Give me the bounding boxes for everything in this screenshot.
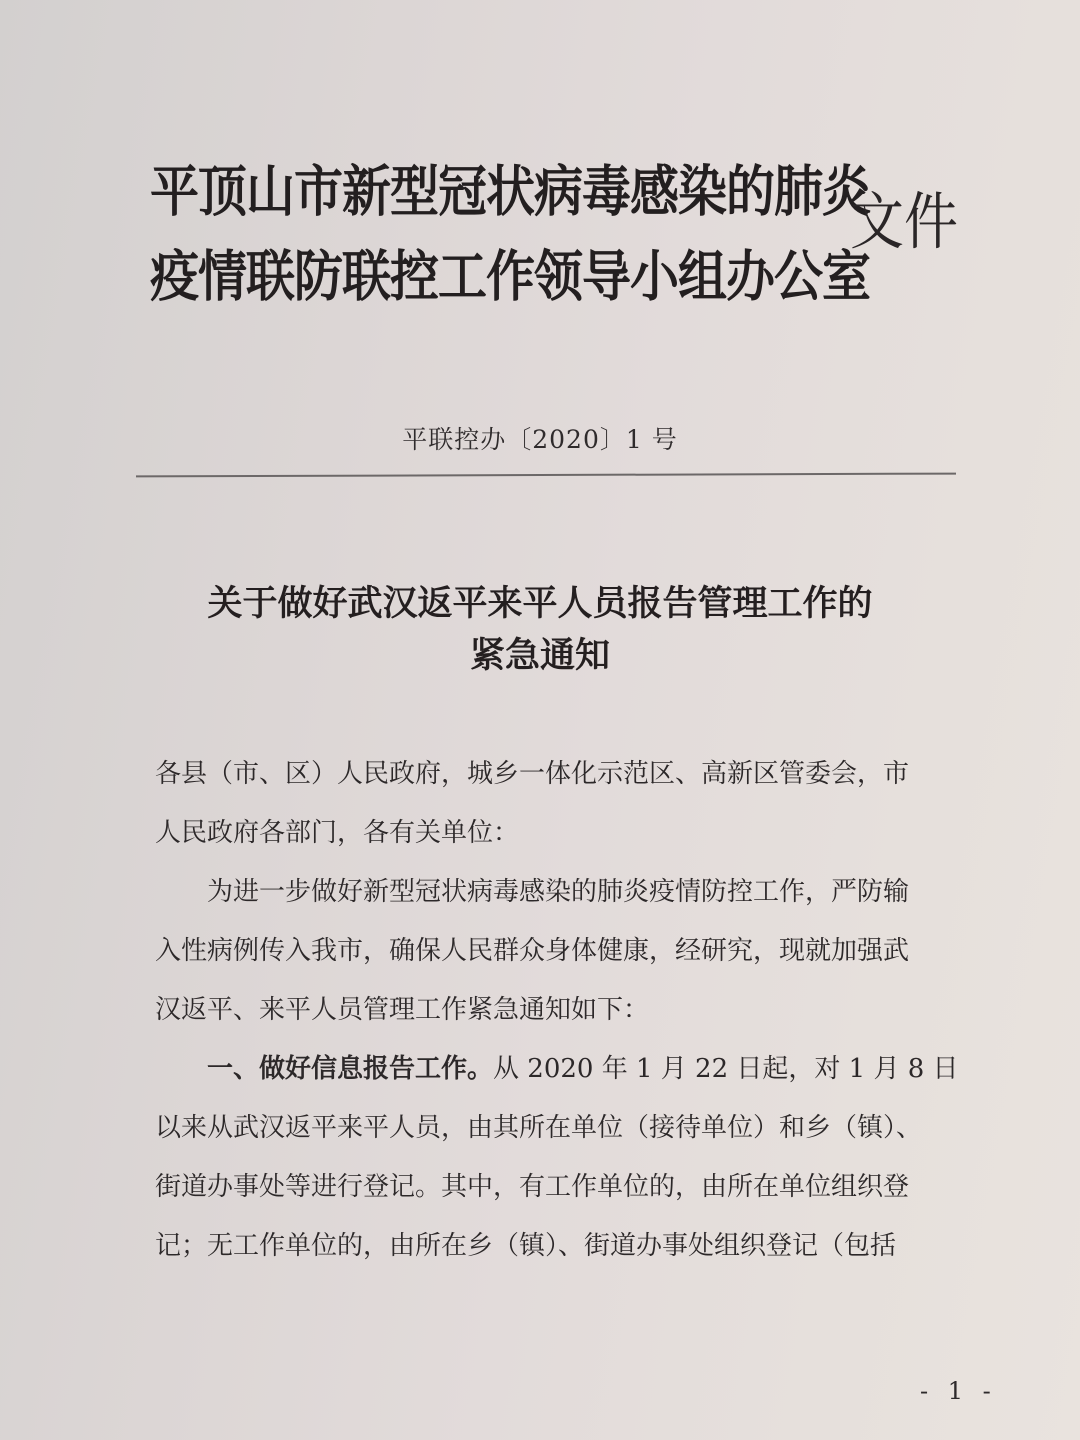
document-label: 文件 [850, 185, 958, 259]
issuer-line-1: 平顶山市新型冠状病毒感染的肺炎 [150, 160, 871, 224]
addressee-line-1: 各县（市、区）人民政府，城乡一体化示范区、高新区管委会，市 [155, 759, 910, 789]
issuer-line-2: 疫情联防联控工作领导小组办公室 [150, 245, 871, 310]
section-1-line-2: 以来从武汉返平来平人员，由其所在单位（接待单位）和乡（镇）、 [155, 1113, 923, 1143]
document-header [150, 150, 970, 310]
document-body [155, 745, 985, 1276]
header-divider [136, 473, 956, 478]
section-1-line-3: 街道办事处等进行登记。其中，有工作单位的，由所在单位组织登 [155, 1172, 910, 1202]
section-1-paragraph [155, 1040, 985, 1276]
title-line-2: 紧急通知 [469, 636, 610, 676]
section-1-line-4: 记；无工作单位的，由所在乡（镇）、街道办事处组织登记（包括 [155, 1231, 897, 1261]
section-1-first-line-text: 从 2020 年 1 月 22 日起，对 1 月 8 日 [493, 1054, 959, 1084]
section-1-first-line [155, 1040, 985, 1099]
intro-line-1: 为进一步做好新型冠状病毒感染的肺炎疫情防控工作，严防输 [207, 877, 910, 907]
intro-line-3: 汉返平、来平人员管理工作紧急通知如下： [155, 995, 650, 1025]
title-line-1: 关于做好武汉返平来平人员报告管理工作的 [207, 584, 873, 624]
addressee-line-2: 人民政府各部门，各有关单位： [155, 818, 520, 848]
addressee-paragraph [155, 745, 985, 863]
page-number: - 1 - [920, 1377, 997, 1405]
section-1-heading: 一、做好信息报告工作。 [207, 1054, 494, 1084]
document-number: 平联控办〔2020〕1 号 [402, 425, 678, 454]
intro-line-2: 入性病例传入我市，确保人民群众身体健康，经研究，现就加强武 [155, 936, 910, 966]
intro-paragraph [155, 863, 985, 1040]
issuing-authority [150, 150, 870, 320]
notice-title [0, 578, 1080, 682]
